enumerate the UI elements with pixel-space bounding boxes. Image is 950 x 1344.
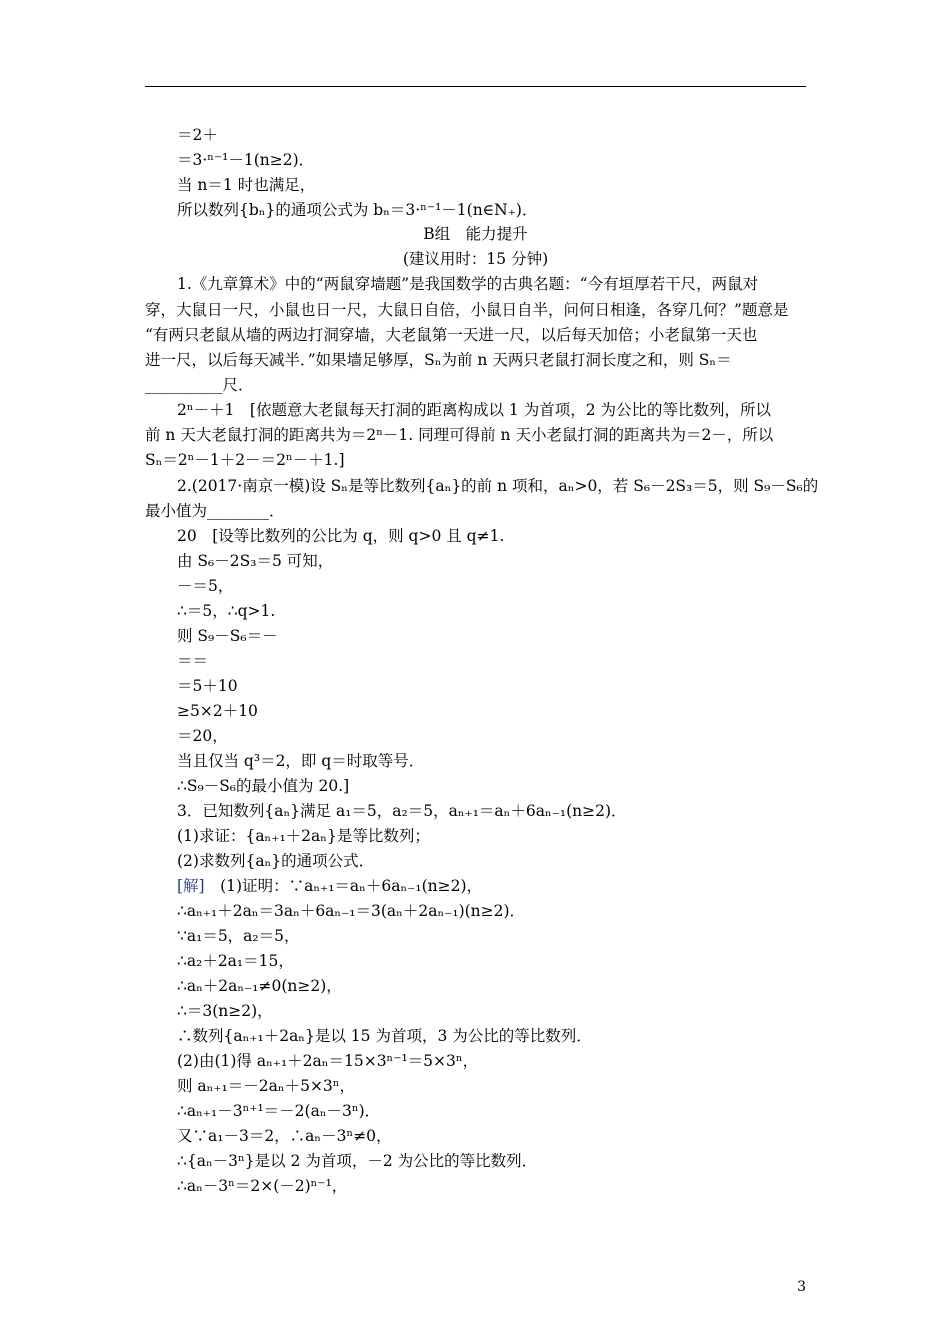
text-line bbox=[177, 876, 482, 896]
text-line: ∴{aₙ－3ⁿ}是以 2 为首项，－2 为公比的等比数列． bbox=[177, 1152, 538, 1170]
page-number: 3 bbox=[797, 1279, 806, 1295]
text-line: 当 n＝1 时也满足， bbox=[177, 176, 316, 194]
header-rule bbox=[145, 86, 806, 87]
text-line: 3．已知数列{aₙ}满足 a₁＝5，a₂＝5，aₙ₊₁＝aₙ＋6aₙ₋₁(n≥2)． bbox=[177, 802, 627, 820]
text-line: 由 S₆－2S₃＝5 可知， bbox=[177, 552, 334, 570]
text-line: 2ⁿ－＋1 [依题意大老鼠每天打洞的距离构成以 1 为首项，2 为公比的等比数列，所以 bbox=[177, 401, 771, 419]
text-line: ≥5×2＋10 bbox=[177, 702, 258, 720]
text-line: ∴数列{aₙ₊₁＋2aₙ}是以 15 为首项，3 为公比的等比数列． bbox=[177, 1027, 592, 1045]
text-line: 所以数列{bₙ}的通项公式为 bₙ＝3·ⁿ⁻¹－1(n∈N₊)． bbox=[177, 201, 538, 219]
text-line: ∴a₂＋2a₁＝15， bbox=[177, 952, 294, 970]
text-line: ∴＝5，∴q>1. bbox=[177, 602, 276, 620]
text-line: 最小值为________． bbox=[145, 502, 285, 520]
text-line: 则 aₙ₊₁＝－2aₙ＋5×3ⁿ， bbox=[177, 1077, 355, 1095]
text-line: ∴S₉－S₆的最小值为 20.] bbox=[177, 777, 350, 795]
text-line: 则 S₉－S₆＝－ bbox=[177, 627, 278, 645]
text-line: (2)由(1)得 aₙ₊₁＋2aₙ＝15×3ⁿ⁻¹＝5×3ⁿ， bbox=[177, 1052, 479, 1070]
text-line: ∵a₁＝5，a₂＝5， bbox=[177, 927, 300, 945]
text-line: －＝5， bbox=[177, 577, 234, 595]
text-line: ∴aₙ＋2aₙ₋₁≠0(n≥2)， bbox=[177, 977, 342, 995]
text-line: 前 n 天大老鼠打洞的距离共为＝2ⁿ－1. 同理可得前 n 天小老鼠打洞的距离共为＝2－，所以 bbox=[145, 426, 774, 444]
text-line: 1.《九章算术》中的“两鼠穿墙题”是我国数学的古典名题：“今有垣厚若干尺，两鼠对 bbox=[177, 275, 759, 293]
text-line: ＝5＋10 bbox=[177, 677, 238, 695]
text-line: ＝3·ⁿ⁻¹－1(n≥2)． bbox=[177, 151, 315, 169]
text-line: 2.(2017·南京一模)设 Sₙ是等比数列{aₙ}的前 n 项和，aₙ>0，若 S₆－2S₃＝5，则 S₉－S₆的 bbox=[177, 477, 819, 495]
text-line: ＝＝ bbox=[177, 652, 209, 670]
solution-text: (1)证明：∵aₙ₊₁＝aₙ＋6aₙ₋₁(n≥2)， bbox=[220, 877, 482, 895]
section-subtitle: (建议用时：15 分钟) bbox=[402, 250, 549, 268]
solution-label: [解] bbox=[177, 877, 205, 895]
text-line: 又∵a₁－3＝2，∴aₙ－3ⁿ≠0， bbox=[177, 1127, 392, 1145]
text-line: 穿，大鼠日一尺，小鼠也日一尺，大鼠日自倍，小鼠日自半，问何日相逢，各穿几何？”题意是 bbox=[145, 301, 789, 319]
text-line: “有两只老鼠从墙的两边打洞穿墙，大老鼠第一天进一尺，以后每天加倍；小老鼠第一天也 bbox=[145, 326, 758, 344]
text-line: 当且仅当 q³＝2，即 q＝时取等号． bbox=[177, 752, 425, 770]
text-line: ∴aₙ－3ⁿ＝2×(－2)ⁿ⁻¹， bbox=[177, 1177, 348, 1195]
text-line: ＝2＋ bbox=[177, 126, 218, 144]
text-line: (2)求数列{aₙ}的通项公式． bbox=[177, 852, 375, 870]
text-line: ∴aₙ₊₁＋2aₙ＝3aₙ＋6aₙ₋₁＝3(aₙ＋2aₙ₋₁)(n≥2)． bbox=[177, 902, 526, 920]
section-title: B组 能力提升 bbox=[423, 225, 528, 243]
text-line: ∴aₙ₊₁－3ⁿ⁺¹＝－2(aₙ－3ⁿ)． bbox=[177, 1102, 381, 1120]
text-line: 20 [设等比数列的公比为 q，则 q>0 且 q≠1. bbox=[177, 527, 505, 545]
text-line: (1)求证：{aₙ₊₁＋2aₙ}是等比数列； bbox=[177, 827, 430, 845]
text-line: 进一尺，以后每天减半．”如果墙足够厚，Sₙ为前 n 天两只老鼠打洞长度之和，则 Sₙ＝ bbox=[145, 351, 732, 369]
text-line: ＝20， bbox=[177, 727, 228, 745]
text-line: __________尺． bbox=[145, 376, 254, 394]
text-line: ∴＝3(n≥2)， bbox=[177, 1002, 273, 1020]
text-line: Sₙ＝2ⁿ－1＋2－＝2ⁿ－＋1.] bbox=[145, 451, 345, 469]
